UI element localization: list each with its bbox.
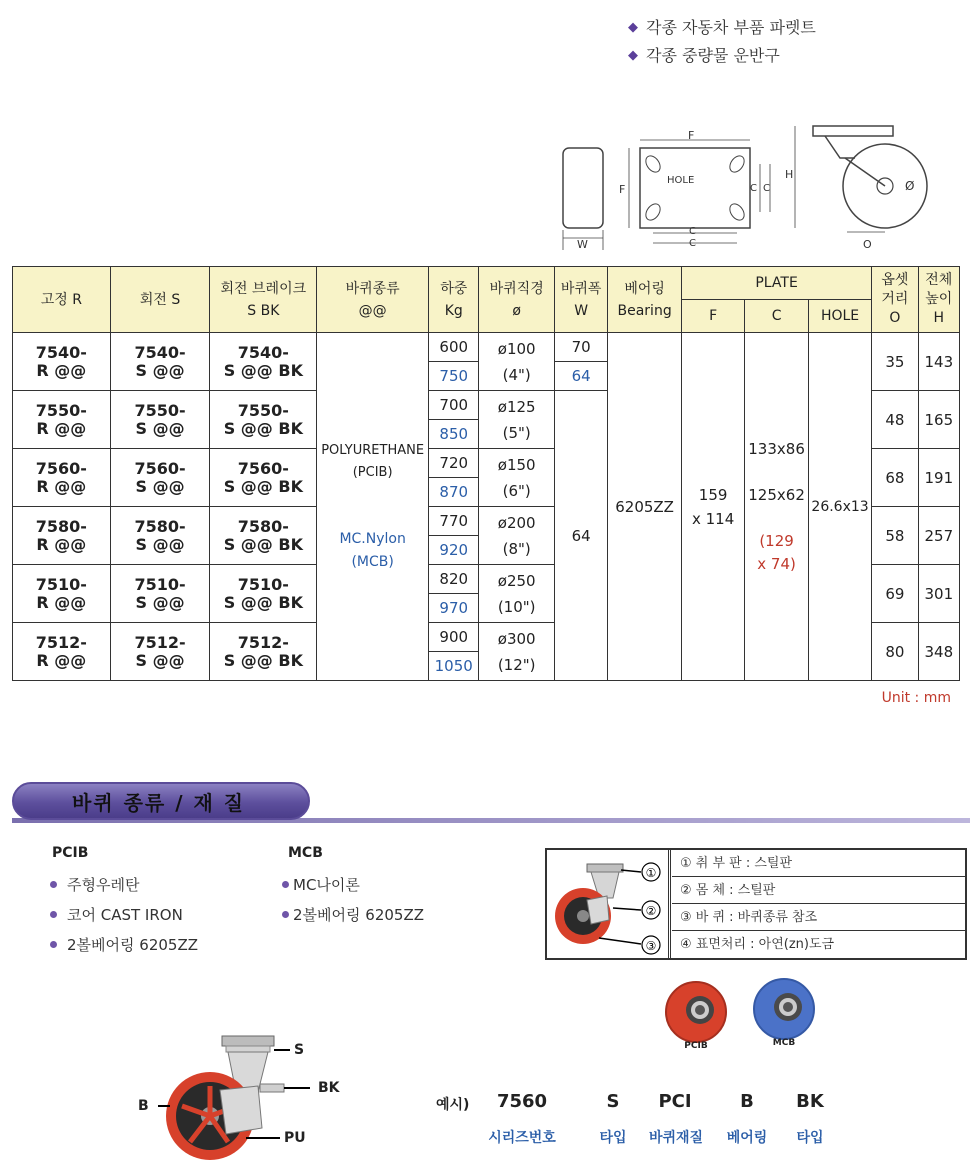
example-code-brake: BK bbox=[796, 1091, 824, 1112]
dim-f-top: F bbox=[688, 129, 695, 142]
header-load: 하중 Kg bbox=[429, 267, 479, 333]
caster-label-b: B bbox=[138, 1098, 149, 1114]
offset: 58 bbox=[872, 507, 918, 565]
example-code-bearing: B bbox=[740, 1091, 754, 1112]
bullet-icon bbox=[50, 911, 57, 918]
pcib-wheel-label: PCIB bbox=[684, 1041, 708, 1051]
model-brake: 7560- S @@ BK bbox=[210, 449, 317, 507]
intro-bullet: ◆ 각종 중량물 운반구 bbox=[628, 42, 816, 70]
model-fixed: 7540- R @@ bbox=[13, 333, 111, 391]
example-label: 예시) bbox=[436, 1097, 470, 1113]
model-brake: 7550- S @@ BK bbox=[210, 391, 317, 449]
offset: 48 bbox=[872, 391, 918, 449]
header-plate-hole: HOLE bbox=[808, 300, 871, 333]
header-swivel: 회전 S bbox=[110, 267, 210, 333]
section-title: 바퀴 종류 / 재 질 bbox=[72, 790, 246, 815]
header-width: 바퀴폭 W bbox=[554, 267, 607, 333]
model-fixed: 7580- R @@ bbox=[13, 507, 111, 565]
load-pu: 600 bbox=[429, 333, 479, 362]
load-mc: 870 bbox=[429, 478, 479, 507]
diameter: ø100 (4") bbox=[479, 333, 555, 391]
height: 191 bbox=[918, 449, 959, 507]
caster-label-pu: PU bbox=[284, 1130, 306, 1146]
diameter: ø150 (6") bbox=[479, 449, 555, 507]
example-desc-bearing: 베어링 bbox=[726, 1130, 768, 1146]
parts-rows bbox=[672, 850, 965, 958]
spec-table bbox=[12, 266, 960, 681]
offset: 80 bbox=[872, 623, 918, 681]
height: 301 bbox=[918, 565, 959, 623]
header-fixed: 고정 R bbox=[13, 267, 111, 333]
width-mc: 64 bbox=[554, 362, 607, 391]
list-item: MC나이론 bbox=[282, 870, 424, 900]
list-item: 주형우레탄 bbox=[50, 870, 198, 900]
offset: 68 bbox=[872, 449, 918, 507]
bullet-icon bbox=[282, 881, 289, 888]
width-common-cell: 64 bbox=[554, 391, 607, 681]
caster-parts-image bbox=[547, 850, 671, 958]
parts-box bbox=[545, 848, 967, 960]
example-code-series: 7560 bbox=[496, 1091, 548, 1112]
pcib-title: PCIB bbox=[52, 845, 89, 861]
diameter: ø300 (12") bbox=[479, 623, 555, 681]
header-wheel-type: 바퀴종류 @@ bbox=[317, 267, 429, 333]
dim-w: W bbox=[577, 238, 588, 251]
diameter: ø250 (10") bbox=[479, 565, 555, 623]
height: 165 bbox=[918, 391, 959, 449]
parts-row: ④ 표면처리 : 아연(zn)도금 bbox=[680, 937, 835, 952]
intro-bullets bbox=[628, 14, 816, 70]
plate-f-cell: 159 x 114 bbox=[681, 333, 744, 681]
dim-c-bottom: C bbox=[689, 226, 696, 237]
example-desc-type: 타입 bbox=[599, 1130, 627, 1146]
model-brake: 7580- S @@ BK bbox=[210, 507, 317, 565]
model-swivel: 7580- S @@ bbox=[110, 507, 210, 565]
load-mc: 750 bbox=[429, 362, 479, 391]
header-height: 전체 높이 H bbox=[918, 267, 959, 333]
header-bearing: 베어링 Bearing bbox=[608, 267, 682, 333]
header-plate: PLATE bbox=[681, 267, 871, 300]
pcib-list bbox=[50, 870, 198, 960]
caster-label-bk: BK bbox=[318, 1080, 340, 1096]
mcb-wheel-label: MCB bbox=[772, 1038, 796, 1048]
model-fixed: 7512- R @@ bbox=[13, 623, 111, 681]
example-desc-brake: 타입 bbox=[796, 1130, 824, 1146]
model-brake: 7540- S @@ BK bbox=[210, 333, 317, 391]
mcb-wheel-image bbox=[752, 977, 816, 1041]
diamond-icon: ◆ bbox=[628, 20, 638, 35]
load-pu: 720 bbox=[429, 449, 479, 478]
load-pu: 820 bbox=[429, 565, 479, 594]
dim-f-side: F bbox=[619, 183, 626, 196]
parts-row: ① 취 부 판 : 스틸판 bbox=[672, 850, 965, 877]
diamond-icon: ◆ bbox=[628, 48, 638, 63]
dimension-drawing bbox=[555, 118, 955, 258]
dim-c-bottom2: C bbox=[689, 238, 696, 249]
dim-c-side: C bbox=[750, 183, 757, 194]
model-swivel: 7512- S @@ bbox=[110, 623, 210, 681]
bullet-icon bbox=[282, 911, 289, 918]
parts-row: ② 몸 체 : 스틸판 bbox=[672, 877, 965, 904]
plate-hole-cell: 26.6x13 bbox=[808, 333, 871, 681]
offset: 35 bbox=[872, 333, 918, 391]
plate-c-cell: 133x86 125x62 (129 x 74) bbox=[745, 333, 808, 681]
example-code-material: PCI bbox=[658, 1091, 692, 1112]
header-plate-f: F bbox=[681, 300, 744, 333]
load-pu: 700 bbox=[429, 391, 479, 420]
diameter: ø200 (8") bbox=[479, 507, 555, 565]
model-swivel: 7550- S @@ bbox=[110, 391, 210, 449]
diameter: ø125 (5") bbox=[479, 391, 555, 449]
marker-3: ③ bbox=[645, 939, 657, 953]
mcb-title: MCB bbox=[288, 845, 323, 861]
offset: 69 bbox=[872, 565, 918, 623]
example-desc-series: 시리즈번호 bbox=[488, 1130, 556, 1146]
model-fixed: 7550- R @@ bbox=[13, 391, 111, 449]
height: 257 bbox=[918, 507, 959, 565]
load-pu: 770 bbox=[429, 507, 479, 536]
mcb-list bbox=[282, 870, 424, 930]
example-code-type: S bbox=[606, 1091, 620, 1112]
load-pu: 900 bbox=[429, 623, 479, 652]
list-item: 2볼베어링 6205ZZ bbox=[50, 930, 198, 960]
model-fixed: 7560- R @@ bbox=[13, 449, 111, 507]
model-swivel: 7540- S @@ bbox=[110, 333, 210, 391]
wheel-type-cell: POLYURETHANE (PCIB) MC.Nylon (MCB) bbox=[317, 333, 429, 681]
header-brake: 회전 브레이크 S BK bbox=[210, 267, 317, 333]
height: 348 bbox=[918, 623, 959, 681]
model-swivel: 7510- S @@ bbox=[110, 565, 210, 623]
marker-1: ① bbox=[645, 866, 657, 880]
height: 143 bbox=[918, 333, 959, 391]
load-mc: 1050 bbox=[429, 652, 479, 681]
model-fixed: 7510- R @@ bbox=[13, 565, 111, 623]
unit-note: Unit : mm bbox=[881, 690, 951, 706]
model-brake: 7512- S @@ BK bbox=[210, 623, 317, 681]
marker-2: ② bbox=[645, 904, 657, 918]
caster-label-s: S bbox=[294, 1042, 305, 1058]
dim-diameter: Ø bbox=[905, 179, 915, 193]
bullet-icon bbox=[50, 941, 57, 948]
header-offset: 옵셋 거리 O bbox=[872, 267, 918, 333]
list-item: 코어 CAST IRON bbox=[50, 900, 198, 930]
load-mc: 850 bbox=[429, 420, 479, 449]
load-mc: 920 bbox=[429, 536, 479, 565]
bearing-cell: 6205ZZ bbox=[608, 333, 682, 681]
parts-row: ③ 바 퀴 : 바퀴종류 참조 bbox=[672, 904, 965, 931]
header-plate-c: C bbox=[745, 300, 808, 333]
width-pu: 70 bbox=[554, 333, 607, 362]
model-swivel: 7560- S @@ bbox=[110, 449, 210, 507]
dim-h: H bbox=[785, 168, 794, 181]
pcib-wheel-image bbox=[664, 980, 728, 1044]
section-header bbox=[12, 782, 310, 820]
dim-o: O bbox=[863, 238, 872, 251]
model-brake: 7510- S @@ BK bbox=[210, 565, 317, 623]
intro-bullet: ◆ 각종 자동차 부품 파렛트 bbox=[628, 14, 816, 42]
load-mc: 970 bbox=[429, 594, 479, 623]
example-desc-material: 바퀴재질 bbox=[648, 1130, 704, 1146]
dim-hole: HOLE bbox=[667, 175, 695, 186]
list-item: 2볼베어링 6205ZZ bbox=[282, 900, 424, 930]
header-diameter: 바퀴직경 ø bbox=[479, 267, 555, 333]
dim-c-side2: C bbox=[763, 183, 770, 194]
bullet-icon bbox=[50, 881, 57, 888]
